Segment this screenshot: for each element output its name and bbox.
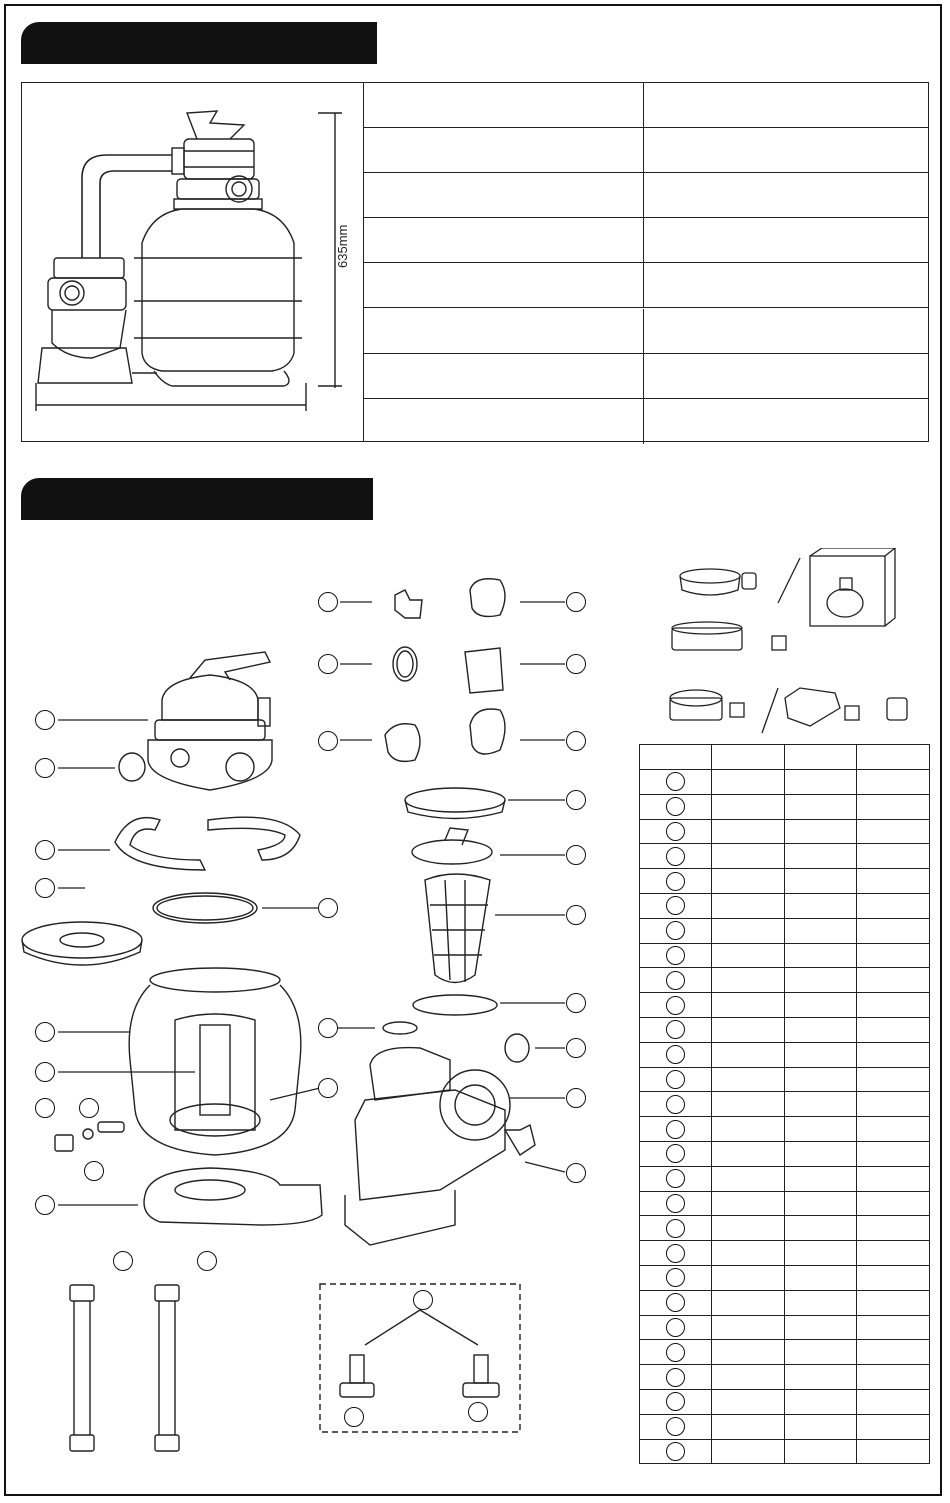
part-cell (712, 1141, 785, 1166)
table-row (640, 968, 930, 993)
part-ref-cell (640, 1166, 712, 1191)
exploded-parts-diagram (0, 540, 640, 1460)
numbered-callout-icon (344, 1407, 364, 1427)
part-cell (712, 1216, 785, 1241)
spec-value (643, 173, 929, 218)
part-cell (785, 993, 857, 1018)
spec-label (363, 354, 644, 399)
part-cell (712, 1166, 785, 1191)
parts-banner (21, 478, 373, 520)
part-ref-cell (640, 993, 712, 1018)
part-ref-cell (640, 1389, 712, 1414)
part-cell (785, 869, 857, 894)
numbered-callout-icon (666, 822, 685, 841)
parts-list-table (639, 744, 930, 1464)
numbered-callout-icon (35, 710, 55, 730)
part-cell (712, 1265, 785, 1290)
spec-row (363, 173, 929, 218)
part-cell (857, 1166, 930, 1191)
numbered-callout-icon (35, 1022, 55, 1042)
table-row (640, 1141, 930, 1166)
part-ref-cell (640, 1117, 712, 1142)
numbered-callout-icon (79, 1098, 99, 1118)
part-ref-cell (640, 1265, 712, 1290)
part-cell (857, 1017, 930, 1042)
part-cell (785, 918, 857, 943)
part-cell (712, 1191, 785, 1216)
part-cell (712, 943, 785, 968)
part-cell (785, 943, 857, 968)
table-row (640, 893, 930, 918)
part-cell (785, 1439, 857, 1464)
spec-label (363, 399, 644, 444)
numbered-callout-icon (35, 1098, 55, 1118)
part-cell (857, 1265, 930, 1290)
part-cell (712, 918, 785, 943)
part-cell (785, 1414, 857, 1439)
part-cell (785, 819, 857, 844)
part-cell (785, 770, 857, 795)
part-cell (712, 1092, 785, 1117)
numbered-callout-icon (666, 1244, 685, 1263)
numbered-callout-icon (566, 790, 586, 810)
numbered-callout-icon (468, 1402, 488, 1422)
parts-header-partno (857, 745, 930, 770)
part-ref-cell (640, 819, 712, 844)
numbered-callout-icon (666, 1343, 685, 1362)
part-cell (712, 1439, 785, 1464)
table-row (640, 1414, 930, 1439)
part-ref-cell (640, 1191, 712, 1216)
part-cell (712, 1315, 785, 1340)
part-cell (712, 844, 785, 869)
spec-value (643, 83, 929, 128)
part-cell (712, 1241, 785, 1266)
spec-label (363, 218, 644, 263)
part-cell (785, 893, 857, 918)
parts-header-ref (640, 745, 712, 770)
table-row (640, 1092, 930, 1117)
numbered-callout-icon (566, 1088, 586, 1108)
pool-icon (670, 548, 907, 733)
part-cell (712, 1365, 785, 1390)
numbered-callout-icon (666, 772, 685, 791)
part-cell (712, 794, 785, 819)
part-ref-cell (640, 1067, 712, 1092)
numbered-callout-icon (318, 1018, 338, 1038)
part-ref-cell (640, 869, 712, 894)
part-cell (857, 1414, 930, 1439)
parts-header-desc (712, 745, 785, 770)
multiport-valve-icon (148, 652, 272, 790)
part-cell (785, 1141, 857, 1166)
spec-value (643, 399, 929, 444)
numbered-callout-icon (318, 654, 338, 674)
spec-label (363, 173, 644, 218)
table-row (640, 993, 930, 1018)
numbered-callout-icon (666, 1417, 685, 1436)
part-cell (785, 1216, 857, 1241)
numbered-callout-icon (566, 731, 586, 751)
spec-row (363, 83, 929, 128)
part-cell (712, 1067, 785, 1092)
part-ref-cell (640, 968, 712, 993)
part-cell (785, 844, 857, 869)
part-cell (785, 1315, 857, 1340)
numbered-callout-icon (666, 797, 685, 816)
spec-label (363, 83, 644, 128)
spec-label (363, 263, 644, 308)
part-cell (857, 1315, 930, 1340)
part-cell (785, 1067, 857, 1092)
numbered-callout-icon (666, 896, 685, 915)
part-cell (712, 1389, 785, 1414)
numbered-callout-icon (666, 1020, 685, 1039)
numbered-callout-icon (197, 1251, 217, 1271)
part-ref-cell (640, 1141, 712, 1166)
part-cell (857, 1216, 930, 1241)
numbered-callout-icon (35, 758, 55, 778)
table-row (640, 1191, 930, 1216)
part-ref-cell (640, 1315, 712, 1340)
numbered-callout-icon (566, 845, 586, 865)
part-cell (857, 819, 930, 844)
part-cell (712, 869, 785, 894)
part-cell (712, 1290, 785, 1315)
numbered-callout-icon (666, 1144, 685, 1163)
part-cell (857, 1141, 930, 1166)
table-row (640, 1117, 930, 1142)
part-cell (785, 1241, 857, 1266)
part-ref-cell (640, 794, 712, 819)
numbered-callout-icon (35, 1062, 55, 1082)
numbered-callout-icon (666, 1442, 685, 1461)
spec-label (363, 309, 644, 354)
spec-value (643, 128, 929, 173)
part-ref-cell (640, 893, 712, 918)
numbered-callout-icon (318, 592, 338, 612)
numbered-callout-icon (666, 1095, 685, 1114)
part-ref-cell (640, 1042, 712, 1067)
numbered-callout-icon (666, 971, 685, 990)
part-ref-cell (640, 1414, 712, 1439)
spec-row (363, 128, 929, 173)
part-cell (857, 1389, 930, 1414)
numbered-callout-icon (666, 1045, 685, 1064)
spec-row (363, 263, 929, 308)
filter-dimension-drawing (22, 83, 362, 441)
part-cell (785, 1191, 857, 1216)
part-cell (857, 1117, 930, 1142)
spec-row (363, 399, 929, 444)
numbered-callout-icon (113, 1251, 133, 1271)
spec-row (363, 218, 929, 263)
numbered-callout-icon (666, 1268, 685, 1287)
table-row (640, 1340, 930, 1365)
part-ref-cell (640, 918, 712, 943)
table-row (640, 819, 930, 844)
specifications-banner (21, 22, 377, 64)
part-cell (857, 1365, 930, 1390)
spec-value (643, 309, 929, 354)
table-row (640, 1067, 930, 1092)
part-cell (857, 943, 930, 968)
part-cell (785, 1117, 857, 1142)
part-cell (857, 918, 930, 943)
part-ref-cell (640, 1365, 712, 1390)
numbered-callout-icon (666, 921, 685, 940)
numbered-callout-icon (566, 1163, 586, 1183)
part-cell (857, 1340, 930, 1365)
numbered-callout-icon (666, 1318, 685, 1337)
part-ref-cell (640, 1241, 712, 1266)
numbered-callout-icon (666, 1392, 685, 1411)
part-cell (785, 1166, 857, 1191)
part-cell (857, 893, 930, 918)
part-cell (785, 968, 857, 993)
part-cell (785, 1290, 857, 1315)
part-ref-cell (640, 1340, 712, 1365)
part-ref-cell (640, 943, 712, 968)
numbered-callout-icon (35, 840, 55, 860)
numbered-callout-icon (35, 878, 55, 898)
numbered-callout-icon (35, 1195, 55, 1215)
part-ref-cell (640, 1017, 712, 1042)
pump-motor-icon (345, 1048, 535, 1245)
numbered-callout-icon (566, 592, 586, 612)
table-row (640, 1315, 930, 1340)
part-cell (857, 968, 930, 993)
numbered-callout-icon (566, 654, 586, 674)
numbered-callout-icon (566, 993, 586, 1013)
part-cell (785, 1042, 857, 1067)
part-ref-cell (640, 844, 712, 869)
part-cell (785, 1265, 857, 1290)
table-row (640, 1216, 930, 1241)
numbered-callout-icon (666, 1169, 685, 1188)
part-cell (857, 1439, 930, 1464)
part-ref-cell (640, 1092, 712, 1117)
part-cell (857, 794, 930, 819)
numbered-callout-icon (318, 898, 338, 918)
spec-row (363, 354, 929, 399)
sand-tank-icon (129, 968, 301, 1155)
table-row (640, 770, 930, 795)
part-cell (785, 1365, 857, 1390)
parts-table-header (640, 745, 930, 770)
part-cell (785, 1389, 857, 1414)
part-cell (857, 993, 930, 1018)
table-row (640, 1042, 930, 1067)
numbered-callout-icon (666, 847, 685, 866)
part-cell (785, 794, 857, 819)
part-ref-cell (640, 1216, 712, 1241)
part-cell (857, 1191, 930, 1216)
part-cell (712, 993, 785, 1018)
part-ref-cell (640, 1439, 712, 1464)
numbered-callout-icon (84, 1161, 104, 1181)
table-row (640, 1265, 930, 1290)
numbered-callout-icon (666, 996, 685, 1015)
part-cell (785, 1340, 857, 1365)
table-row (640, 1017, 930, 1042)
part-cell (857, 869, 930, 894)
part-cell (712, 1017, 785, 1042)
numbered-callout-icon (666, 872, 685, 891)
part-cell (857, 1241, 930, 1266)
parts-header-qty (785, 745, 857, 770)
part-cell (857, 1290, 930, 1315)
table-row (640, 1241, 930, 1266)
spec-row (363, 309, 929, 354)
table-row (640, 1166, 930, 1191)
part-cell (712, 1340, 785, 1365)
spec-value (643, 354, 929, 399)
numbered-callout-icon (666, 1070, 685, 1089)
part-cell (712, 819, 785, 844)
spec-label (363, 128, 644, 173)
hose-icon (70, 1285, 179, 1451)
table-row (640, 869, 930, 894)
table-row (640, 1290, 930, 1315)
numbered-callout-icon (318, 1078, 338, 1098)
part-cell (857, 844, 930, 869)
spec-value (643, 263, 929, 308)
numbered-callout-icon (666, 1219, 685, 1238)
numbered-callout-icon (666, 1194, 685, 1213)
part-cell (857, 1092, 930, 1117)
part-cell (785, 1092, 857, 1117)
table-row (640, 943, 930, 968)
table-row (640, 1439, 930, 1464)
table-row (640, 918, 930, 943)
part-cell (712, 1414, 785, 1439)
numbered-callout-icon (318, 731, 338, 751)
part-cell (712, 893, 785, 918)
numbered-callout-icon (666, 946, 685, 965)
part-cell (857, 770, 930, 795)
height-dimension-label: 635mm (335, 224, 350, 268)
pool-compatibility-illustrations (650, 548, 930, 738)
part-cell (712, 1042, 785, 1067)
part-cell (857, 1042, 930, 1067)
part-cell (857, 1067, 930, 1092)
numbered-callout-icon (666, 1368, 685, 1387)
part-cell (712, 968, 785, 993)
numbered-callout-icon (666, 1120, 685, 1139)
numbered-callout-icon (666, 1293, 685, 1312)
numbered-callout-icon (566, 1038, 586, 1058)
table-row (640, 844, 930, 869)
numbered-callout-icon (566, 905, 586, 925)
table-row (640, 1389, 930, 1414)
part-ref-cell (640, 770, 712, 795)
table-row (640, 794, 930, 819)
part-cell (712, 770, 785, 795)
table-row (640, 1365, 930, 1390)
part-ref-cell (640, 1290, 712, 1315)
part-cell (785, 1017, 857, 1042)
part-cell (712, 1117, 785, 1142)
numbered-callout-icon (413, 1290, 433, 1310)
spec-value (643, 218, 929, 263)
